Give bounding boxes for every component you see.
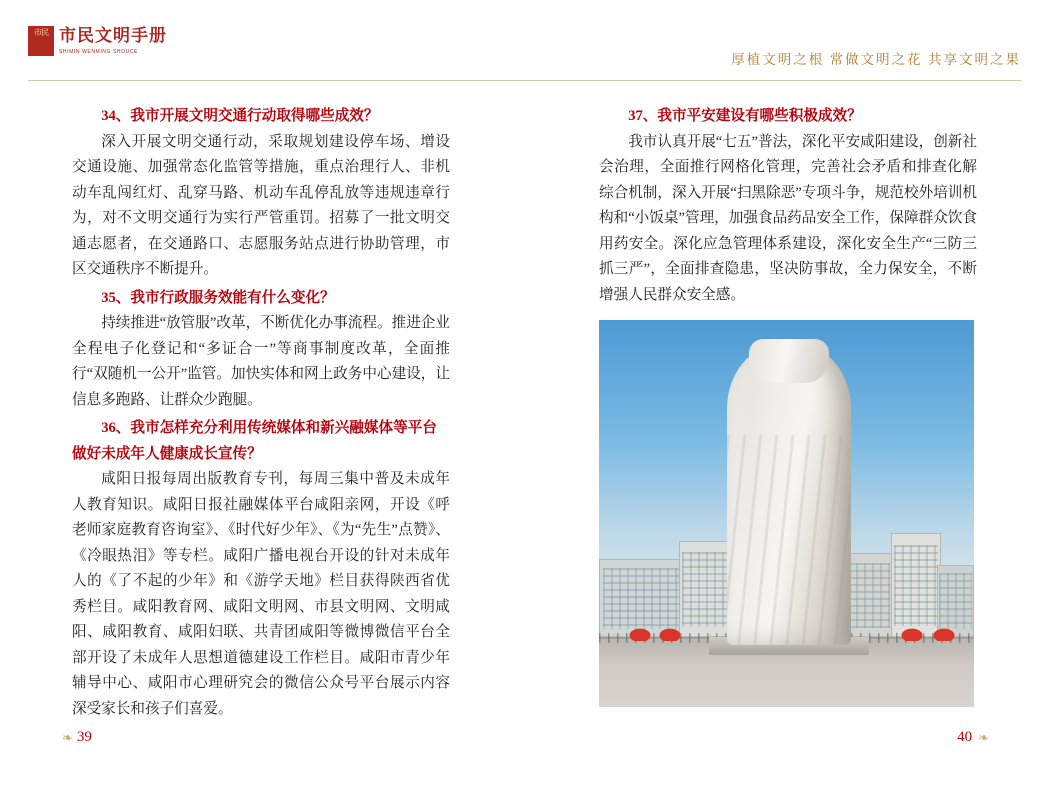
brand-title: 市民文明手册: [59, 26, 167, 45]
brand-pinyin: SHIMIN WENMING SHOUCE: [59, 49, 138, 55]
ornament-icon: ❧: [62, 729, 71, 745]
ornament-icon: ❧: [978, 729, 987, 745]
question-36-title: 36、我市怎样充分利用传统媒体和新兴融媒体等平台做好未成年人健康成长宣传？: [72, 420, 437, 462]
header-divider: [28, 80, 1021, 81]
seal-icon: 市民: [28, 26, 54, 56]
brand-logo: [28, 26, 167, 56]
question-36-body: 咸阳日报每周出版教育专刊，每周三集中普及未成年人教育知识。咸阳日报社融媒体平台咸阳亲网，开设《呼老师家庭教育咨询室》、《时代好少年》、《为“先生”点赞》、《冷眼热泪》等专栏。咸阳广播电视台开设的针对未成年人的《了不起的少年》和《游学天地》栏目获得陕西省优秀栏目。咸阳教育网、咸阳文明网、市县文明网、文明咸阳、咸阳教育、咸阳妇联、共青团咸阳等微博微信平台全部开设了未成年人思想道德建设工作栏目。咸阳市青少年辅导中心、咸阳市心理研究会的微信公众号平台展示内容深受家长和孩子们喜爱。: [72, 471, 450, 717]
left-column: [72, 104, 450, 722]
photo-flower-decor: [657, 627, 683, 641]
header-slogan: 厚植文明之根 常做文明之花 共享文明之果: [731, 52, 1021, 67]
question-34-body: 深入开展文明交通行动，采取规划建设停车场、增设交通设施、加强常态化监管等措施，重点治理行人、非机动车乱闯红灯、乱穿马路、机动车乱停乱放等违规违章行为，对不文明交通行为实行严管重罚。招募了一批文明交通志愿者，在交通路口、志愿服务站点进行协助管理，市区交通秩序不断提升。: [72, 133, 450, 277]
photo-flower-decor: [627, 627, 653, 641]
photo-flower-decor: [899, 627, 925, 641]
question-35-body: 持续推进“放管服”改革，不断优化办事流程。推进企业全程电子化登记和“多证合一”等商事制度改革，全面推行“双随机一公开”监管。加快实体和网上政务中心建设，让信息多跑路、让群众少跑腿。: [72, 315, 450, 408]
question-35-title: 35、我市行政服务效能有什么变化？: [101, 289, 335, 306]
page-number-right-value: 40: [957, 729, 973, 745]
question-37-body: 我市认真开展“七五”普法，深化平安咸阳建设，创新社会治理，全面推行网格化管理，完善社会矛盾和排查化解综合机制，深入开展“扫黑除恶”专项斗争，规范校外培训机构和“小饭桌”管理，加强食品药品安全工作，保障群众饮食用药安全。深化应急管理体系建设，深化安全生产“三防三抓三严”，全面排查隐患，坚决防事故，全力保安全，不断增强人民群众安全感。: [599, 133, 977, 303]
photo-statue-figure: [727, 345, 851, 645]
page-number-left-value: 39: [76, 729, 92, 745]
page-number-left: [62, 729, 92, 746]
page-header: [0, 0, 1049, 84]
question-37-title: 37、我市平安建设有哪些积极成效？: [628, 108, 862, 124]
statue-photograph: [599, 320, 974, 707]
page-number-right: [957, 729, 987, 746]
photo-flower-decor: [931, 627, 957, 641]
right-column: [599, 104, 977, 308]
brand-text: [59, 26, 167, 55]
question-34-title: 34、我市开展文明交通行动取得哪些成效？: [101, 108, 379, 124]
